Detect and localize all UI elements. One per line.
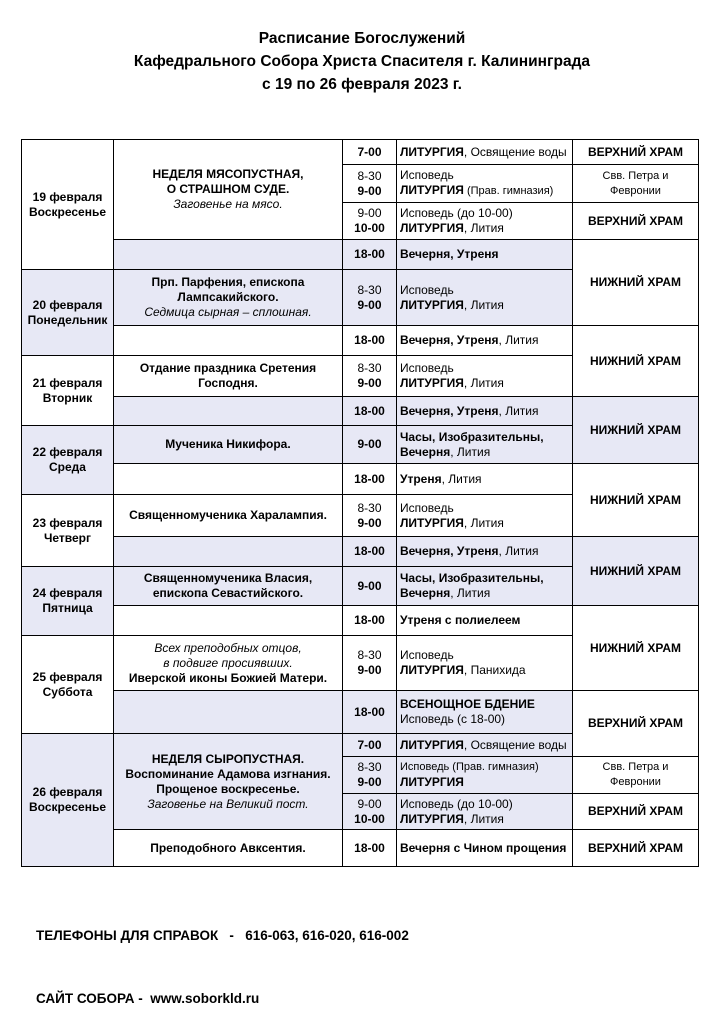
schedule-table xyxy=(21,139,699,867)
table-row xyxy=(22,240,699,270)
empty-cell xyxy=(114,537,343,567)
document-title xyxy=(0,27,724,96)
empty-cell xyxy=(114,240,343,270)
feast-cell: Преподобного Авксентия. xyxy=(114,830,343,867)
site-line: САЙТ СОБОРА - www.soborkld.ru xyxy=(36,991,260,1006)
feast-cell: Отдание праздника Сретения Господня. xyxy=(114,356,343,397)
table-row xyxy=(22,537,699,567)
service-cell: Исповедь ЛИТУРГИЯ, Лития xyxy=(397,356,573,397)
empty-cell xyxy=(114,606,343,636)
day-cell: 23 февраля Четверг xyxy=(22,495,114,567)
table-row xyxy=(22,140,699,165)
empty-cell xyxy=(114,326,343,356)
service-cell: Вечерня, Утреня, Лития xyxy=(397,397,573,426)
service-cell: Вечерня, Утреня xyxy=(397,240,573,270)
phones-line: ТЕЛЕФОНЫ ДЛЯ СПРАВОК - 616-063, 616-020, 616-002 xyxy=(36,928,409,943)
place-cell: ВЕРХНИЙ ХРАМ xyxy=(573,691,699,757)
place-cell: НИЖНИЙ ХРАМ xyxy=(573,240,699,326)
service-cell: Исповедь ЛИТУРГИЯ (Прав. гимназия) xyxy=(397,165,573,203)
service-cell: Исповедь ЛИТУРГИЯ, Лития xyxy=(397,495,573,537)
service-cell: Утреня с полиелеем xyxy=(397,606,573,636)
day-cell: 26 февраля Воскресенье xyxy=(22,734,114,867)
service-cell: ВСЕНОЩНОЕ БДЕНИЕ Исповедь (с 18-00) xyxy=(397,691,573,734)
time-cell: 18-00 xyxy=(343,830,397,867)
empty-cell xyxy=(114,691,343,734)
place-cell: Свв. Петра и Февронии xyxy=(573,757,699,794)
service-cell: Исповедь ЛИТУРГИЯ, Панихида xyxy=(397,636,573,691)
time-cell: 9-00 xyxy=(343,567,397,606)
feast-cell: Священномученика Харалампия. xyxy=(114,495,343,537)
time-cell: 8-30 9-00 xyxy=(343,495,397,537)
place-cell: ВЕРХНИЙ ХРАМ xyxy=(573,203,699,240)
day-cell: 25 февраля Суббота xyxy=(22,636,114,734)
time-cell: 8-30 9-00 xyxy=(343,270,397,326)
feast-cell: Священномученика Власия, епископа Севастийского. xyxy=(114,567,343,606)
empty-cell xyxy=(114,464,343,495)
place-cell: НИЖНИЙ ХРАМ xyxy=(573,397,699,464)
place-cell: НИЖНИЙ ХРАМ xyxy=(573,326,699,397)
place-cell: Свв. Петра и Февронии xyxy=(573,165,699,203)
table-row xyxy=(22,397,699,426)
service-cell: Исповедь (до 10-00) ЛИТУРГИЯ, Лития xyxy=(397,794,573,830)
place-cell: НИЖНИЙ ХРАМ xyxy=(573,537,699,606)
time-cell: 18-00 xyxy=(343,397,397,426)
service-cell: Часы, Изобразительны, Вечерня, Лития xyxy=(397,426,573,464)
time-cell: 18-00 xyxy=(343,606,397,636)
time-cell: 9-00 xyxy=(343,426,397,464)
place-cell: НИЖНИЙ ХРАМ xyxy=(573,464,699,537)
time-cell: 7-00 xyxy=(343,734,397,757)
service-cell: Исповедь ЛИТУРГИЯ, Лития xyxy=(397,270,573,326)
time-cell: 8-30 9-00 xyxy=(343,757,397,794)
table-row xyxy=(22,606,699,636)
time-cell: 8-30 9-00 xyxy=(343,165,397,203)
title-line-2: Кафедрального Собора Христа Спасителя г. Калининграда xyxy=(133,53,591,70)
table-row xyxy=(22,691,699,734)
service-cell: Вечерня, Утреня, Лития xyxy=(397,326,573,356)
service-cell: Исповедь (до 10-00) ЛИТУРГИЯ, Лития xyxy=(397,203,573,240)
place-cell: ВЕРХНИЙ ХРАМ xyxy=(573,140,699,165)
feast-cell: НЕДЕЛЯ МЯСОПУСТНАЯ, О СТРАШНОМ СУДЕ. Заговенье на мясо. xyxy=(114,140,343,240)
time-cell: 18-00 xyxy=(343,537,397,567)
table-row xyxy=(22,326,699,356)
time-cell: 7-00 xyxy=(343,140,397,165)
title-line-3: с 19 по 26 февраля 2023 г. xyxy=(262,76,462,93)
service-cell: Часы, Изобразительны, Вечерня, Лития xyxy=(397,567,573,606)
site-link[interactable]: www.soborkld.ru xyxy=(150,991,260,1006)
time-cell: 9-00 10-00 xyxy=(343,794,397,830)
title-line-1: Расписание Богослужений xyxy=(258,30,466,47)
empty-cell xyxy=(114,397,343,426)
service-cell: ЛИТУРГИЯ, Освящение воды xyxy=(397,140,573,165)
service-cell: Вечерня, Утреня, Лития xyxy=(397,537,573,567)
day-cell: 22 февраля Среда xyxy=(22,426,114,495)
time-cell: 18-00 xyxy=(343,691,397,734)
time-cell: 8-30 9-00 xyxy=(343,636,397,691)
table-row xyxy=(22,830,699,867)
place-cell: НИЖНИЙ ХРАМ xyxy=(573,606,699,691)
service-cell: Исповедь (Прав. гимназия) ЛИТУРГИЯ xyxy=(397,757,573,794)
service-cell: Утреня, Лития xyxy=(397,464,573,495)
day-cell: 20 февраля Понедельник xyxy=(22,270,114,356)
table-row xyxy=(22,464,699,495)
time-cell: 9-00 10-00 xyxy=(343,203,397,240)
feast-cell: НЕДЕЛЯ СЫРОПУСТНАЯ. Воспоминание Адамова изгнания. Прощеное воскресенье. Заговенье на Великий пост. xyxy=(114,734,343,830)
service-cell: ЛИТУРГИЯ, Освящение воды xyxy=(397,734,573,757)
feast-cell: Мученика Никифора. xyxy=(114,426,343,464)
phones-value: 616-063, 616-020, 616-002 xyxy=(245,928,409,943)
time-cell: 18-00 xyxy=(343,464,397,495)
day-cell: 24 февраля Пятница xyxy=(22,567,114,636)
time-cell: 18-00 xyxy=(343,326,397,356)
service-cell: Вечерня с Чином прощения xyxy=(397,830,573,867)
feast-cell: Прп. Парфения, епископа Лампсакийского. Седмица сырная – сплошная. xyxy=(114,270,343,326)
day-cell: 21 февраля Вторник xyxy=(22,356,114,426)
contacts-footer xyxy=(36,883,409,1030)
place-cell: ВЕРХНИЙ ХРАМ xyxy=(573,794,699,830)
feast-cell: Всех преподобных отцов, в подвиге просиявших. Иверской иконы Божией Матери. xyxy=(114,636,343,691)
place-cell: ВЕРХНИЙ ХРАМ xyxy=(573,830,699,867)
time-cell: 18-00 xyxy=(343,240,397,270)
time-cell: 8-30 9-00 xyxy=(343,356,397,397)
day-cell: 19 февраля Воскресенье xyxy=(22,140,114,270)
